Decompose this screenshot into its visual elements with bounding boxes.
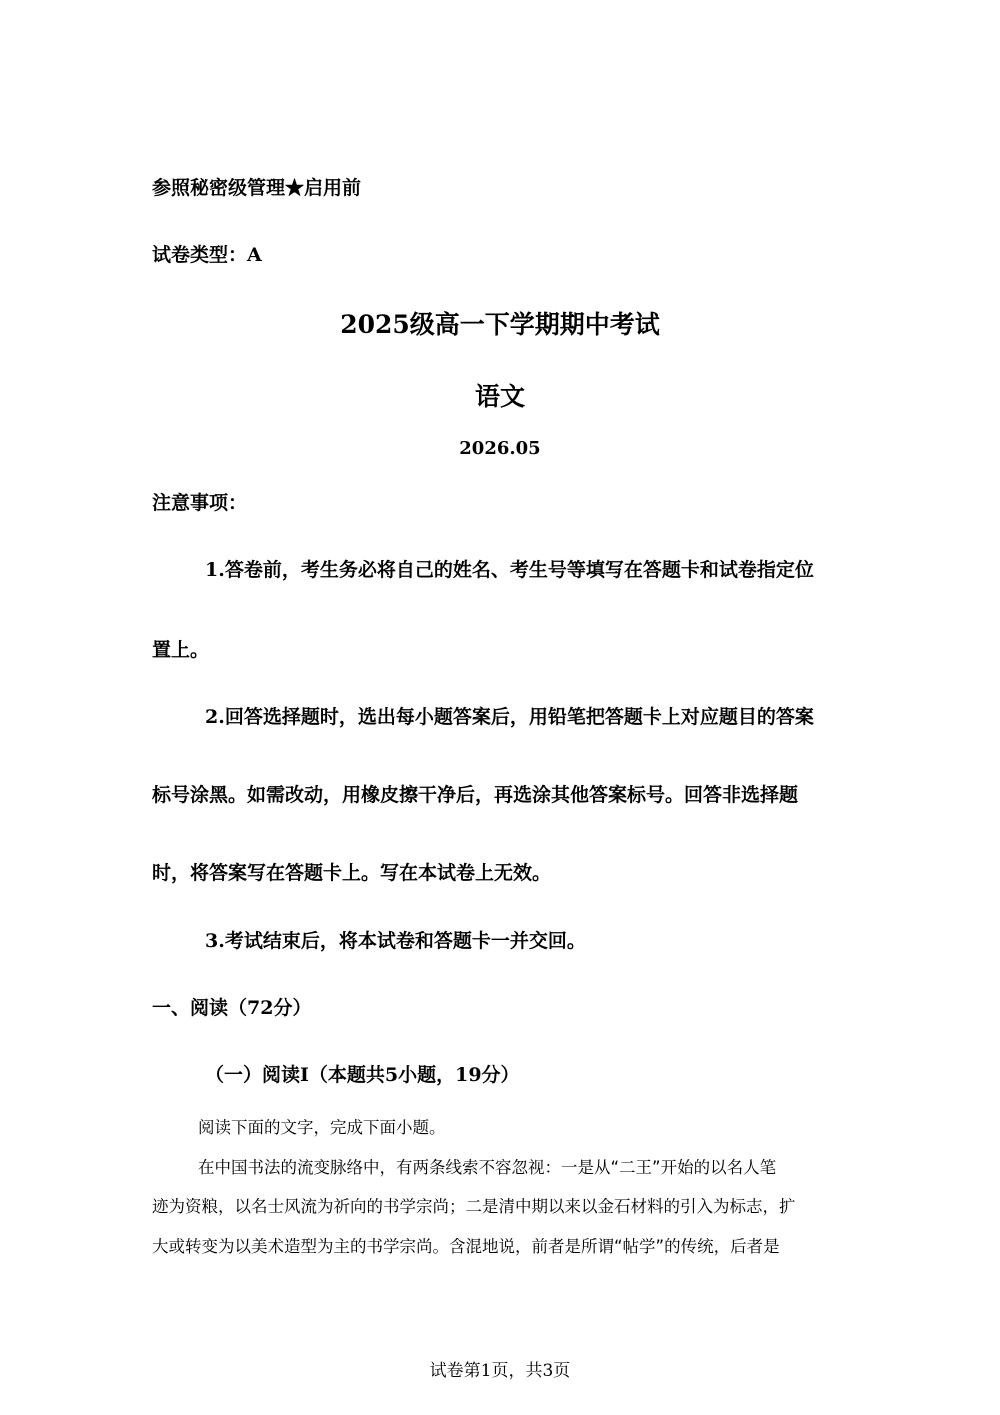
exam-title: 2025级高一下学期期中考试 xyxy=(340,310,660,339)
notice-line: 2.回答选择题时，选出每小题答案后，用铅笔把答题卡上对应题目的答案 xyxy=(205,706,814,728)
notice-line: 置上。 xyxy=(152,639,210,661)
notice-heading: 注意事项： xyxy=(152,492,248,514)
notice-line: 标号涂黑。如需改动，用橡皮擦干净后，再选涂其他答案标号。回答非选择题 xyxy=(152,784,799,806)
notice-line: 3.考试结束后，将本试卷和答题卡一并交回。 xyxy=(205,930,586,952)
page-footer: 试卷第1页，共3页 xyxy=(429,1361,571,1381)
section-subheading: （一）阅读Ⅰ（本题共5小题，19分） xyxy=(205,1064,520,1086)
passage-line: 在中国书法的流变脉络中，有两条线索不容忽视：一是从“二王”开始的以名人笔 xyxy=(198,1158,777,1177)
reading-instruction: 阅读下面的文字，完成下面小题。 xyxy=(198,1118,446,1137)
paper-type-label: 试卷类型：A xyxy=(152,244,262,266)
secret-level-label: 参照秘密级管理★启用前 xyxy=(152,177,362,199)
exam-date: 2026.05 xyxy=(459,438,541,459)
subject-title: 语文 xyxy=(474,382,525,411)
passage-line: 大或转变为以美术造型为主的书学宗尚。含混地说，前者是所谓“帖学”的传统，后者是 xyxy=(152,1237,780,1256)
notice-line: 1.答卷前，考生务必将自己的姓名、考生号等填写在答题卡和试卷指定位 xyxy=(205,559,814,581)
notice-line: 时，将答案写在答题卡上。写在本试卷上无效。 xyxy=(152,862,552,884)
section-heading: 一、阅读（72分） xyxy=(152,997,312,1019)
passage-line: 迹为资粮，以名士风流为祈向的书学宗尚；二是清中期以来以金石材料的引入为标志，扩 xyxy=(152,1197,796,1216)
